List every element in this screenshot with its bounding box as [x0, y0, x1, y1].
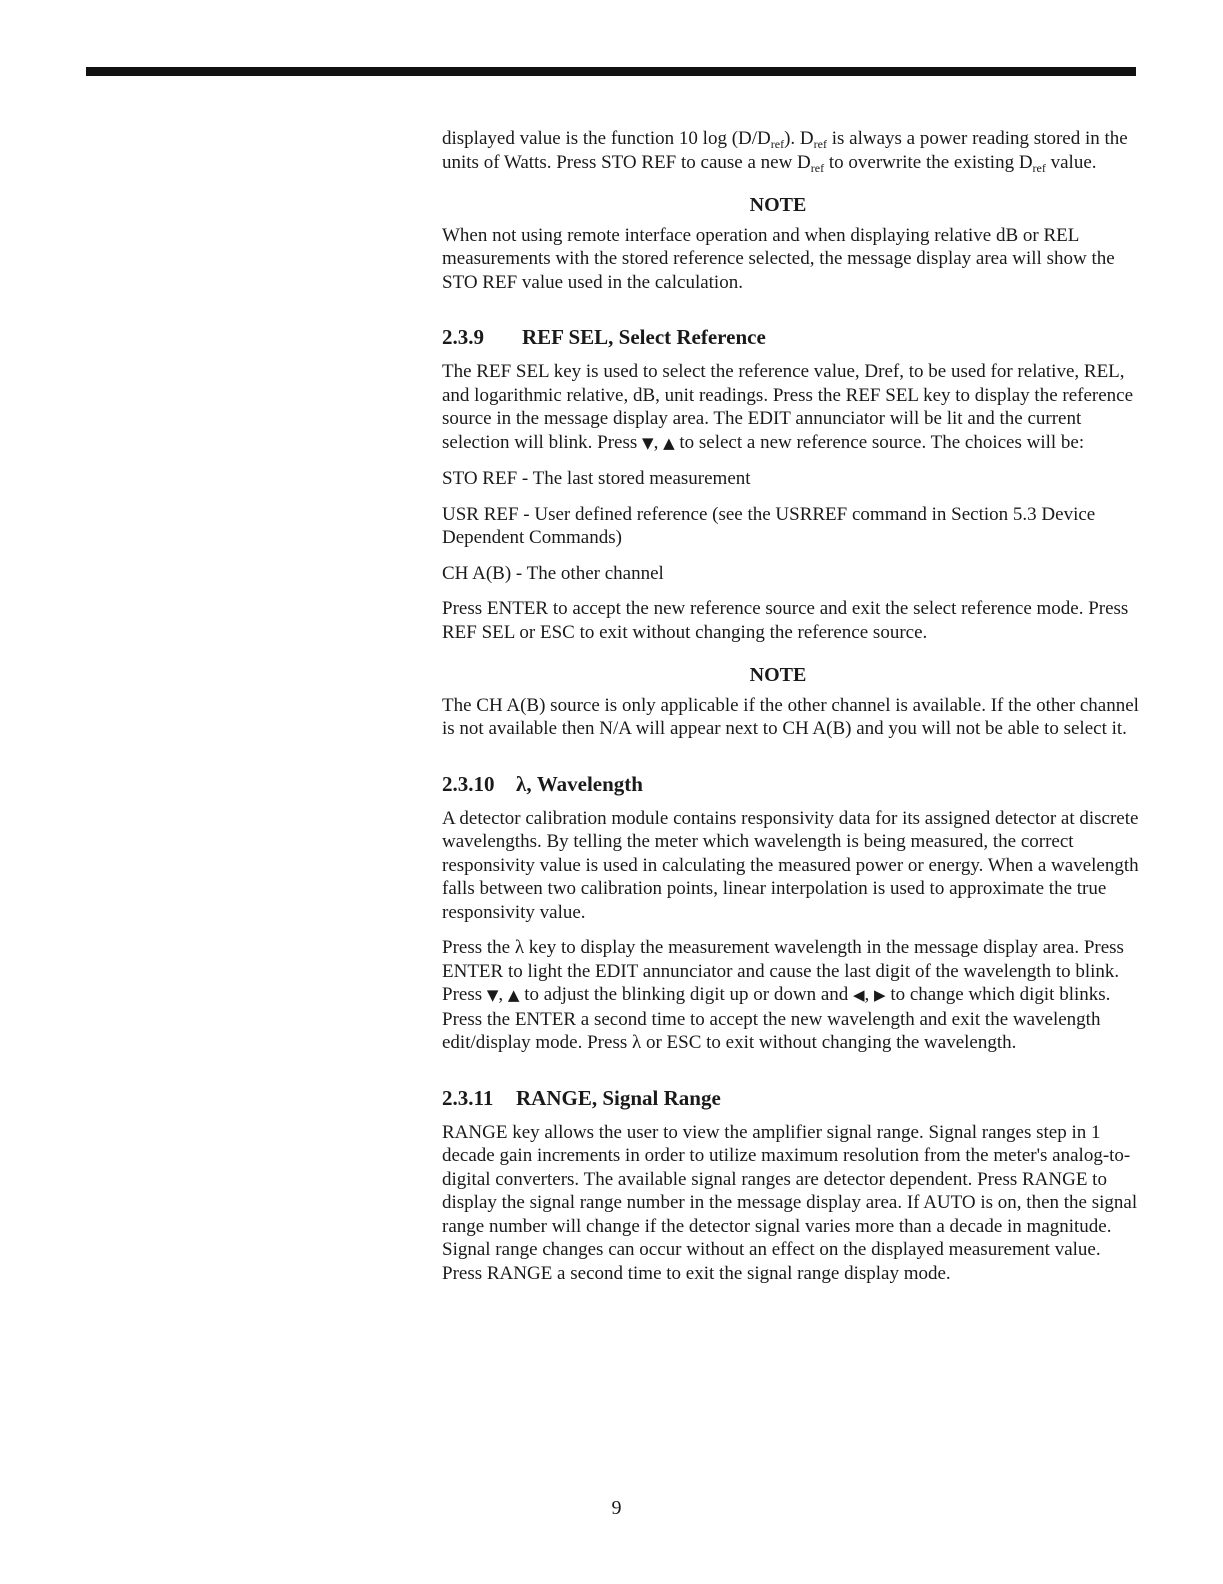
down-arrow-icon: ▼ — [642, 433, 654, 452]
note-text: The CH A(B) source is only applicable if the other channel is available. If the other channel is not available then N/A will appear next to CH A(B) and you will not be able to select it. — [442, 694, 1139, 739]
paragraph: The REF SEL key is used to select the reference value, Dref, to be used for relative, REL, and logarithmic relative, dB, unit readings. Press the REF SEL key to display the reference source in the message display area. The EDIT annunciator will be lit and the current selection will blink. Press ▼, ▲ to select a new reference source. The choices will be: — [442, 361, 1134, 453]
reference-choice: CH A(B) - The other channel — [442, 562, 664, 584]
left-arrow-icon: ◀ — [853, 986, 865, 1004]
down-arrow-icon: ▼ — [486, 986, 499, 1004]
section-number: 2.3.10 — [442, 771, 495, 796]
section-title: RANGE, Signal Range — [516, 1085, 721, 1110]
paragraph: A detector calibration module contains responsivity data for its assigned detector at discrete wavelengths. By telling the meter which wavelength is being measured, the correct responsivity value is used in calculating the measured power or energy. When a wavelength falls between two calibration points, linear interpolation is used to approximate the true responsivity value. — [442, 807, 1139, 923]
note-title: NOTE — [749, 194, 807, 216]
intro-paragraph: displayed value is the function 10 $\log (D/D_{ref})$. $D_{ref}$ is always a power reading stored in the units of Watts. Press STO REF to cause a new $D_{ref}$ to overwrite the existing $D_{ref}$ value. — [442, 128, 1128, 175]
reference-choice: STO REF - The last stored measurement — [442, 468, 751, 489]
section-number: 2.3.11 — [442, 1085, 494, 1110]
paragraph: Press ENTER to accept the new reference source and exit the select reference mode. Press REF SEL or ESC to exit without changing the reference source. — [442, 598, 1129, 643]
page-number: 9 — [611, 1497, 622, 1519]
section-heading-2-3-10 — [442, 771, 1142, 797]
note-title: NOTE — [749, 664, 807, 686]
section-heading-2-3-9 — [442, 324, 1142, 350]
note-text: When not using remote interface operation and when displaying relative dB or REL measurements with the stored reference selected, the message display area will show the STO REF value used in the calculation. — [442, 224, 1115, 293]
paragraph: RANGE key allows the user to view the amplifier signal range. Signal ranges step in 1 decade gain increments in order to utilize maximum resolution from the meter's analog-to-digital converters. The available signal ranges are detector dependent. Press RANGE to display the signal range number in the message display area. If AUTO is on, then the signal range number will change if the detector signal varies more than a decade in magnitude. Signal range changes can occur without an effect on the displayed measurement value. Press RANGE a second time to exit the signal range display mode. — [442, 1121, 1138, 1284]
reference-choice: USR REF - User defined reference (see the USRREF command in Section 5.3 Device Dependent Commands) — [442, 503, 1096, 548]
top-rule — [86, 67, 1136, 76]
up-arrow-icon: ▲ — [663, 433, 675, 452]
section-heading-2-3-11 — [442, 1085, 1142, 1111]
section-title: REF SEL, Select Reference — [522, 325, 766, 349]
section-title: λ, Wavelength — [516, 771, 643, 796]
page-body — [442, 127, 1142, 1297]
right-arrow-icon: ▶ — [874, 986, 886, 1004]
up-arrow-icon: ▲ — [507, 986, 520, 1004]
paragraph: Press the λ key to display the measurement wavelength in the message display area. Press ENTER to light the EDIT annunciator and cause the last digit of the wavelength to blink. Press ▼, ▲ to adjust the blinking digit up or down and ◀, ▶ to change which digit blinks. Press the ENTER a second time to accept the new wavelength and exit the wavelength edit/display mode. Press λ or ESC to exit without changing the wavelength. — [442, 937, 1124, 1053]
section-number: 2.3.9 — [442, 325, 484, 349]
